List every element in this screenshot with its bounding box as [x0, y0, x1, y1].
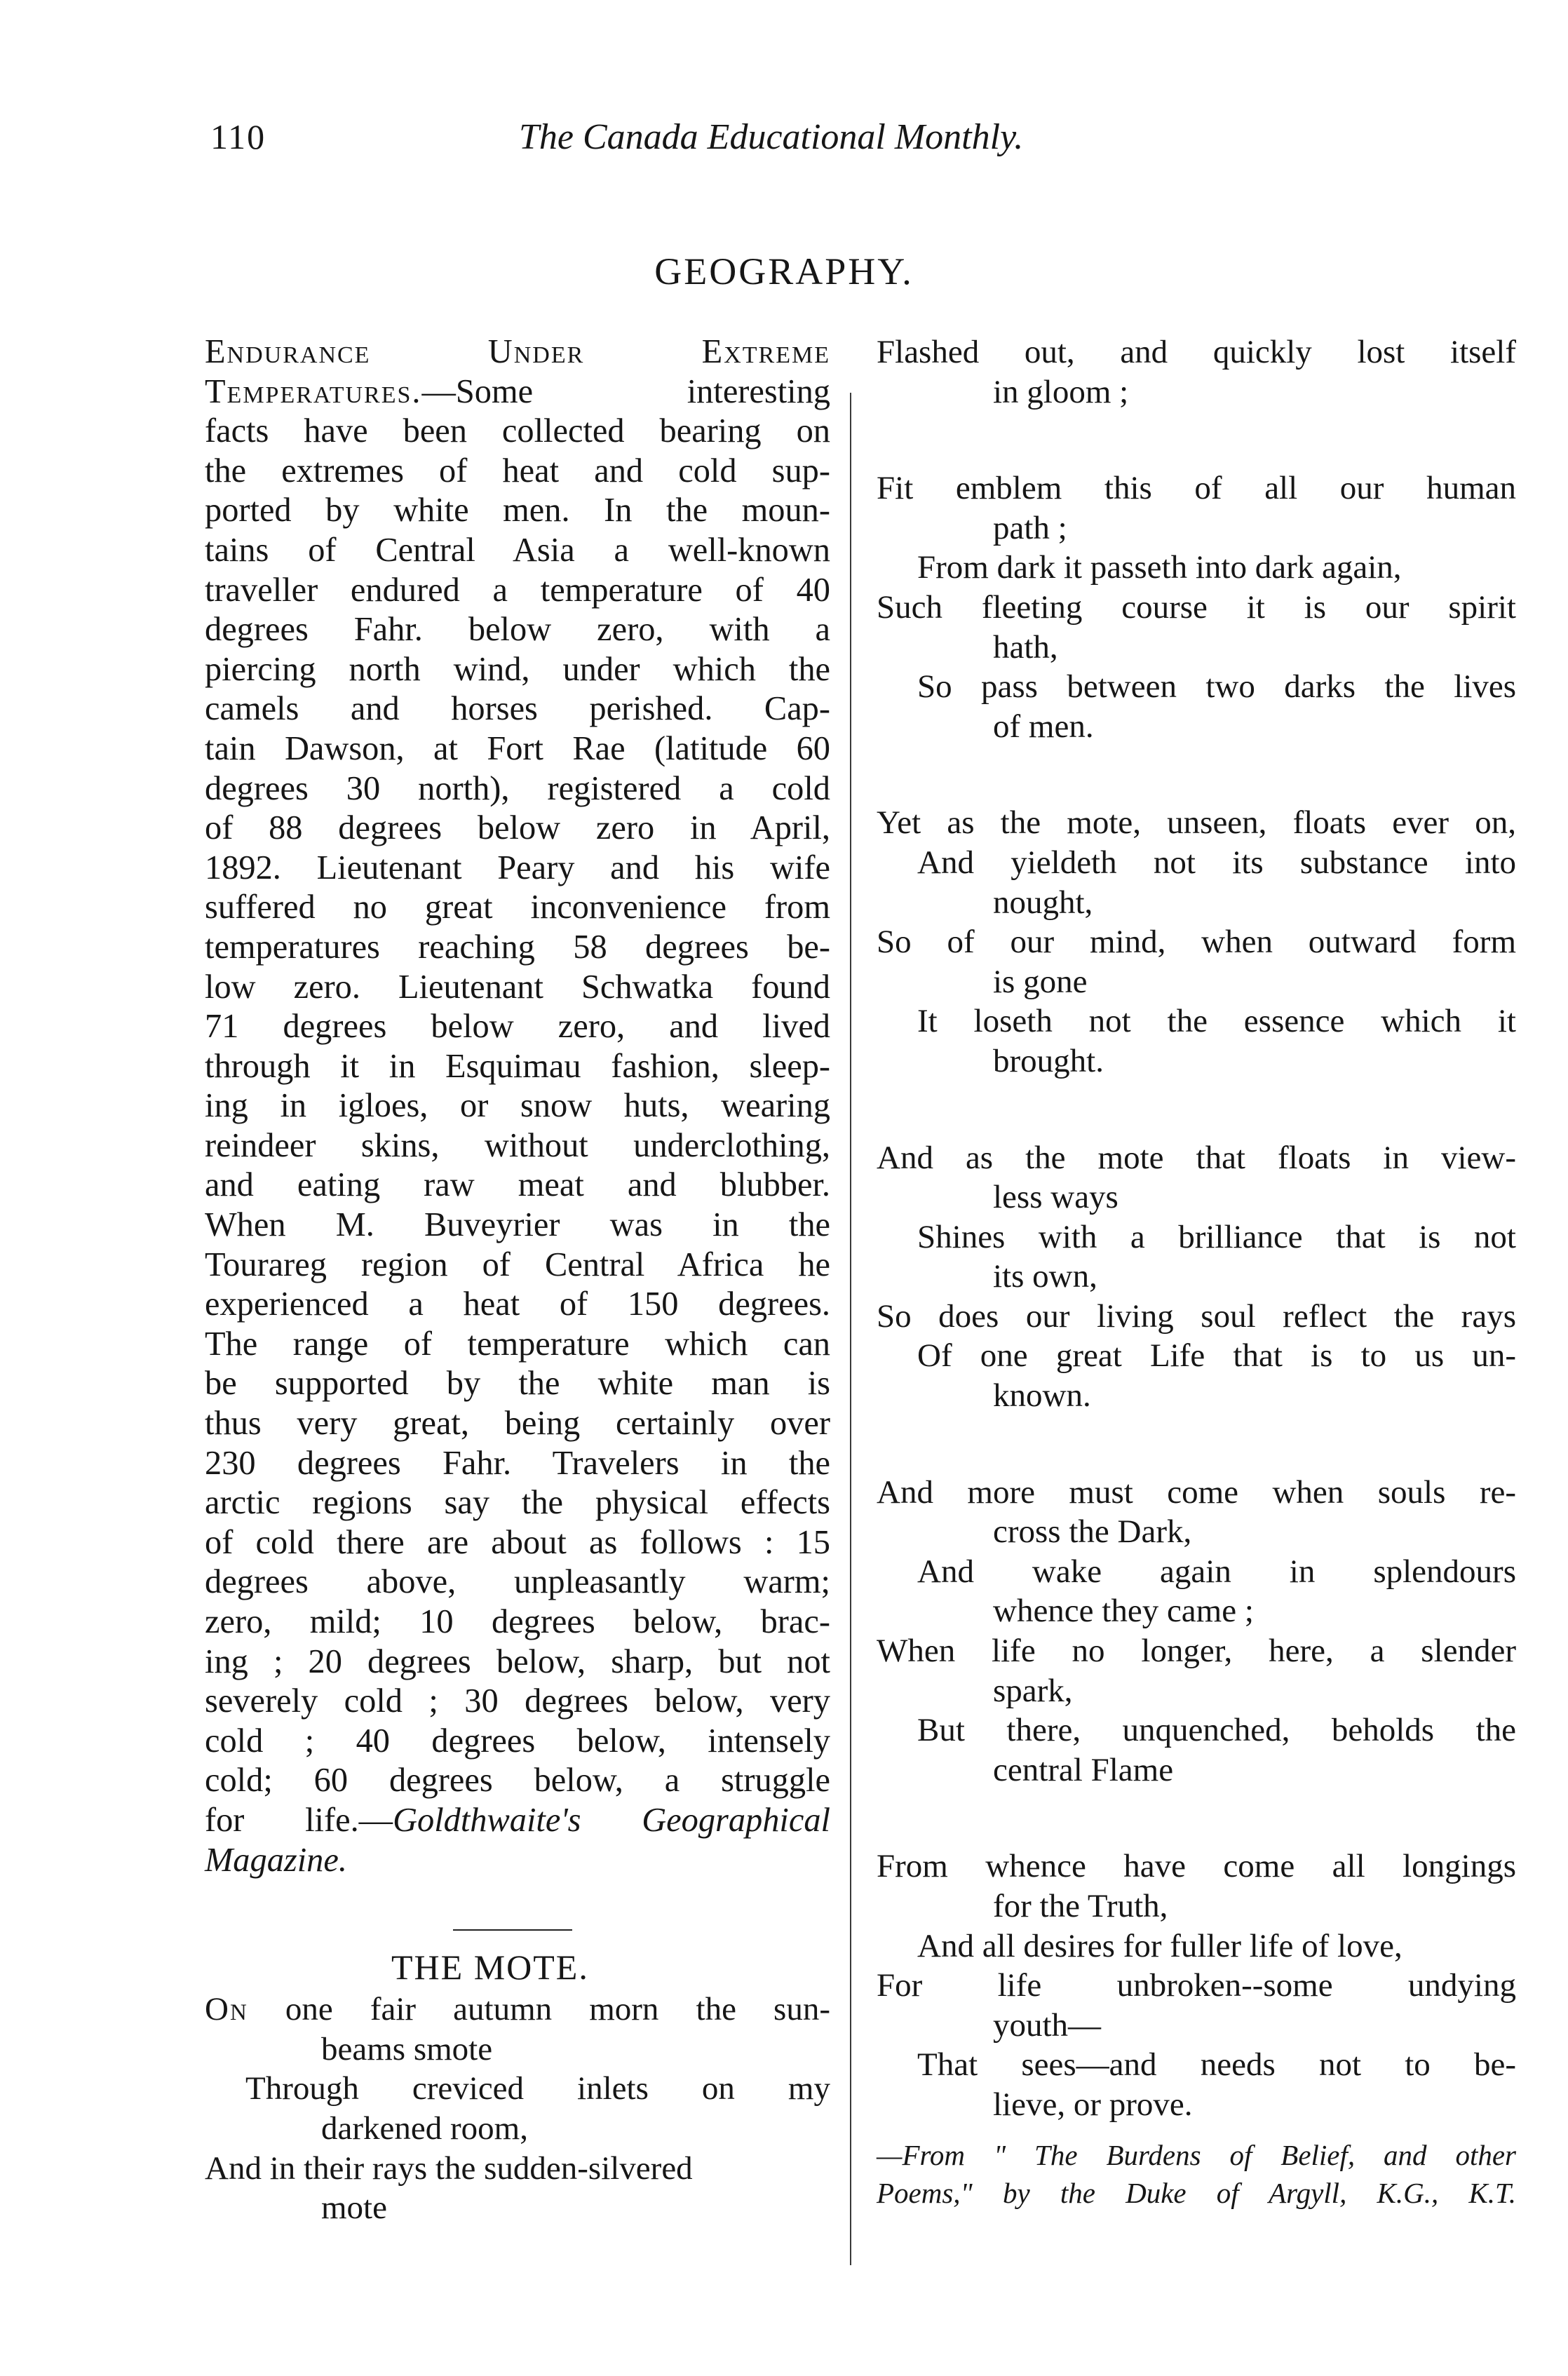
section-heading: GEOGRAPHY. [654, 250, 914, 292]
citation-source: Goldthwaite's Geographical [393, 1801, 830, 1839]
stanza-gap [877, 1416, 1516, 1473]
poem-stanza [205, 1990, 830, 2228]
poem-line: Yet as the mote, unseen, floats ever on, [877, 804, 1516, 842]
column-rule [850, 393, 851, 2265]
article-line: camels and horses perished. Cap- [205, 690, 830, 728]
poem-line: nought, [993, 884, 1093, 921]
poem-line: for the Truth, [993, 1888, 1168, 1924]
poem-line: That sees—and needs not to be- [917, 2046, 1516, 2084]
article-line: Magazine. [205, 1841, 347, 1879]
poem-line: central Flame [993, 1751, 1174, 1788]
right-column [877, 332, 1516, 2212]
poem-line: But there, unquenched, beholds the [917, 1712, 1516, 1749]
poem-stanza [877, 332, 1516, 412]
citation-lead: for life.— [205, 1801, 393, 1839]
poem-line: youth— [993, 2006, 1102, 2044]
article-line: of cold there are about as follows : 15 [205, 1523, 830, 1561]
poem-line-rest: one fair autumn morn the sun- [248, 1991, 830, 2028]
article-line: tains of Central Asia a well-known [205, 531, 830, 569]
article-line: 230 degrees Fahr. Travelers in the [205, 1444, 830, 1482]
poem-line: And in their rays the sudden-silvered [205, 2149, 693, 2187]
article-line: The range of temperature which can [205, 1325, 830, 1363]
stanza-gap [877, 1081, 1516, 1138]
poem-line: whence they came ; [993, 1593, 1254, 1630]
article-line: tain Dawson, at Fort Rae (latitude 60 [205, 729, 830, 767]
poem-line: It loseth not the essence which it [917, 1003, 1516, 1040]
article-line: Endurance Under Extreme [205, 333, 830, 370]
poem-line: spark, [993, 1672, 1073, 1709]
poem-line: lieve, or prove. [993, 2086, 1193, 2123]
poem-line: less ways [993, 1179, 1118, 1216]
article-line: temperatures reaching 58 degrees be- [205, 928, 830, 966]
article [205, 332, 830, 1880]
poem-line: And all desires for fuller life of love, [917, 1927, 1403, 1964]
article-line: Tourareg region of Central Africa he [205, 1246, 830, 1283]
article-citation-line [205, 1801, 830, 1841]
poem-title: THE MOTE. [391, 1948, 589, 1987]
poem-line: From whence have come all longings [877, 1848, 1516, 1885]
poem-line: Of one great Life that is to us un- [917, 1337, 1516, 1375]
poem-line: cross the Dark, [993, 1513, 1192, 1551]
poem-stanza [877, 1847, 1516, 2124]
poem-line: So does our living soul reflect the rays [877, 1297, 1516, 1335]
article-line: and eating raw meat and blubber. [205, 1166, 830, 1204]
article-line: experienced a heat of 150 degrees. [205, 1285, 830, 1323]
poem-line: When life no longer, here, a slender [877, 1633, 1516, 1670]
article-line: low zero. Lieutenant Schwatka found [205, 968, 830, 1006]
poem-line: And yieldeth not its substance into [917, 844, 1516, 881]
poem-stanza [877, 468, 1516, 746]
poem-line: And wake again in splendours [917, 1553, 1516, 1590]
poem-stanza [877, 803, 1516, 1081]
poem-line: Fit emblem this of all our human [877, 470, 1516, 507]
article-line: degrees 30 north), registered a cold [205, 769, 830, 807]
article-line: ing ; 20 degrees below, sharp, but not [205, 1642, 830, 1680]
article-line: When M. Buveyrier was in the [205, 1206, 830, 1244]
article-line: cold ; 40 degrees below, intensely [205, 1722, 830, 1760]
article-line: traveller endured a temperature of 40 [205, 571, 830, 609]
poem-line: beams smote [321, 2030, 493, 2067]
article-line: cold; 60 degrees below, a struggle [205, 1762, 830, 1800]
poem-line: darkened room, [321, 2110, 528, 2147]
poem-line: its own, [993, 1258, 1097, 1295]
poem-line: For life unbroken--some undying [877, 1967, 1516, 2004]
poem-line: And as the mote that floats in view- [877, 1139, 1516, 1176]
article-line [205, 372, 830, 412]
article-line: ported by white men. In the moun- [205, 492, 830, 529]
article-title-lead: Temperatures. [205, 372, 422, 410]
article-line: through it in Esquimau fashion, sleep- [205, 1047, 830, 1085]
poem-line: known. [993, 1377, 1091, 1415]
attribution-line: —From " The Burdens of Belief, and other [877, 2138, 1516, 2171]
poem-line [205, 1990, 830, 2030]
article-line: degrees Fahr. below zero, with a [205, 611, 830, 649]
poem-stanza [877, 1473, 1516, 1790]
poem-stanza [877, 1138, 1516, 1416]
article-line: severely cold ; 30 degrees below, very [205, 1682, 830, 1720]
article-line: reindeer skins, without underclothing, [205, 1126, 830, 1164]
article-line: suffered no great inconvenience from [205, 889, 830, 926]
poem-line: Through creviced inlets on my [245, 2070, 830, 2107]
article-line: the extremes of heat and cold sup- [205, 452, 830, 490]
poem-line: And more must come when souls re- [877, 1473, 1516, 1511]
attribution-line: Poems," by the Duke of Argyll, K.G., K.T. [877, 2176, 1516, 2209]
article-line: zero, mild; 10 degrees below, brac- [205, 1603, 830, 1640]
poem-divider [453, 1929, 572, 1931]
stanza-gap [877, 1790, 1516, 1847]
poem-line: From dark it passeth into dark again, [917, 549, 1402, 586]
poem-line: in gloom ; [993, 373, 1129, 410]
poem-line: Shines with a brilliance that is not [917, 1218, 1516, 1255]
poem-opening-word: On [205, 1991, 248, 2028]
poem-line: path ; [993, 509, 1067, 546]
article-line: 71 degrees below zero, and lived [205, 1008, 830, 1046]
poem-line: is gone [993, 963, 1088, 1000]
article-line: facts have been collected bearing on [205, 412, 830, 450]
poem-line: hath, [993, 628, 1058, 666]
article-line: be supported by the white man is [205, 1365, 830, 1403]
stanza-gap [877, 746, 1516, 803]
left-column [205, 332, 830, 2228]
running-head: The Canada Educational Monthly. [519, 117, 1024, 157]
article-line: piercing north wind, under which the [205, 650, 830, 688]
poem-line: So of our mind, when outward form [877, 924, 1516, 961]
article-line: ing in igloes, or snow huts, wearing [205, 1087, 830, 1125]
poem-line: brought. [993, 1042, 1104, 1079]
poem-line: So pass between two darks the lives [917, 668, 1516, 706]
poem-line: of men. [993, 708, 1094, 745]
poem-line: Flashed out, and quickly lost itself [877, 334, 1516, 370]
article-line: 1892. Lieutenant Peary and his wife [205, 849, 830, 886]
article-lead-text: —Some interesting [421, 372, 830, 410]
article-line: degrees above, unpleasantly warm; [205, 1563, 830, 1601]
poem-attribution [877, 2136, 1516, 2212]
article-line: thus very great, being certainly over [205, 1405, 830, 1443]
page-number: 110 [210, 117, 266, 156]
poem-line: mote [321, 2189, 387, 2227]
article-line: of 88 degrees below zero in April, [205, 809, 830, 847]
poem-line: Such fleeting course it is our spirit [877, 588, 1516, 626]
stanza-gap [877, 412, 1516, 468]
article-line: arctic regions say the physical effects [205, 1484, 830, 1522]
